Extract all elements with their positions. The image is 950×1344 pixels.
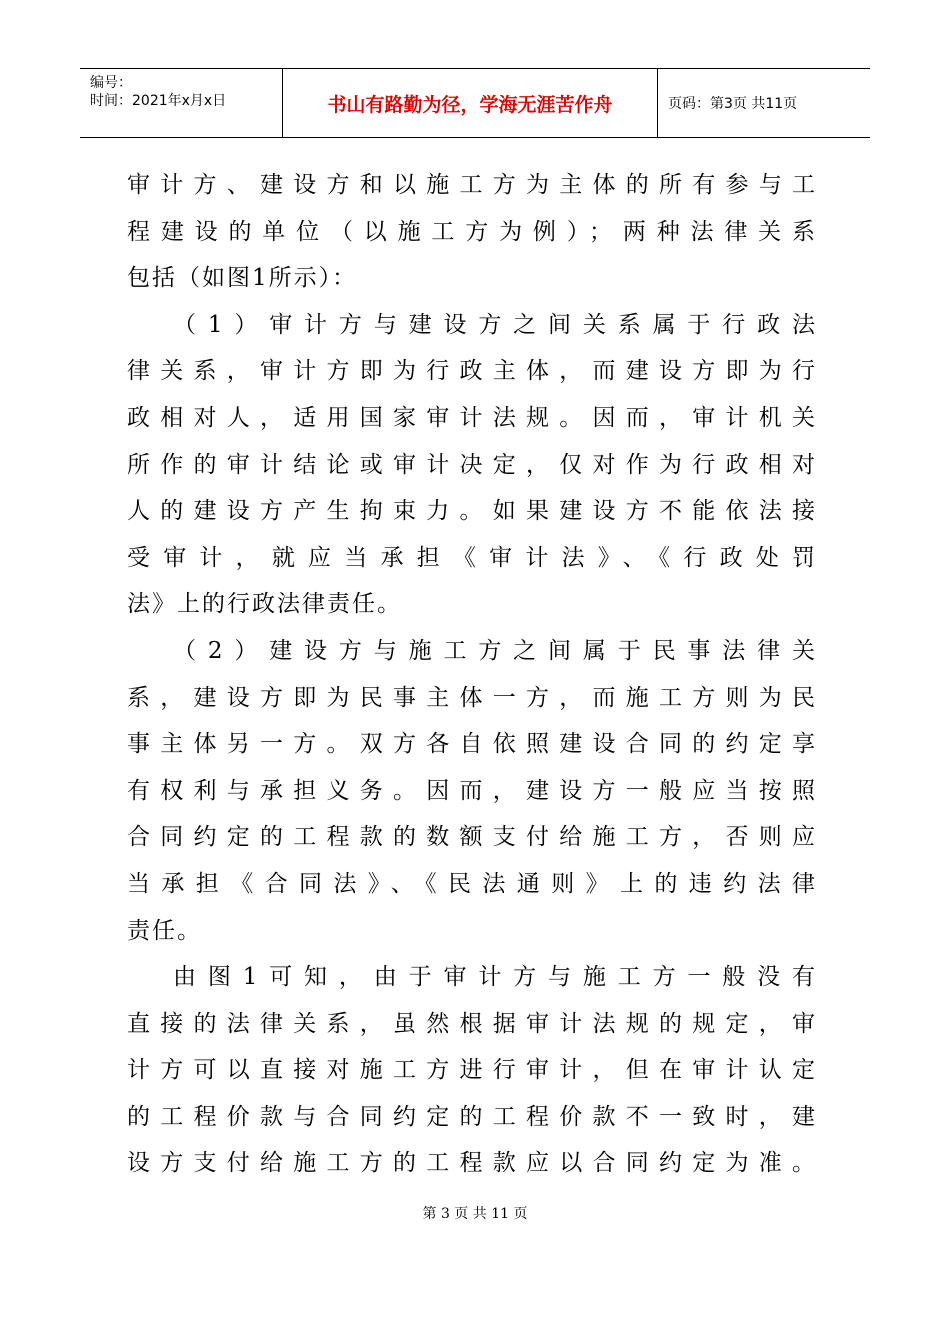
body-line: 审计方、建设方和以施工方为主体的所有参与工 [127,172,817,198]
body-line: 人的建设方产生拘束力。如果建设方不能依法接 [127,498,817,525]
body-line: 的工程价款与合同约定的工程价款不一致时，建 [127,1103,817,1130]
body-line: 政相对人，适用国家审计法规。因而，审计机关 [127,404,817,431]
body-line: 责任。 [127,917,202,944]
body-line: 程建设的单位（以施工方为例）；两种法律关系 [127,218,817,245]
body-line: 受审计，就应当承担《审计法》、《行政处罚 [127,544,817,571]
body-line: （1）审计方与建设方之间关系属于行政法 [173,311,817,338]
body-line: 所作的审计结论或审计决定，仅对作为行政相对 [127,451,817,478]
body-line: 包括（如图1所示）： [127,265,358,292]
header-motto: 书山有路勤为径，学海无涯苦作舟 [283,69,658,137]
document-number-label: 编号： [90,75,132,91]
body-line: 律关系，审计方即为行政主体，而建设方即为行 [127,358,817,385]
body-line: 事主体另一方。双方各自依照建设合同的约定享 [127,731,817,758]
header-page-info: 页码：第3页 共11页 [668,96,798,112]
body-line: 合同约定的工程款的数额支付给施工方，否则应 [127,824,817,851]
body-line: 设方支付给施工方的工程款应以合同约定为准。 [127,1150,817,1177]
body-line: 当承担《合同法》、《民法通则》上的违约法律 [127,870,817,897]
body-line: 法》上的行政法律责任。 [127,591,402,618]
body-line: 直接的法律关系，虽然根据审计法规的规定，审 [127,1010,817,1037]
body-line: 由图1可知，由于审计方与施工方一般没有 [173,964,817,991]
document-date-label: 时间：2021年x月x日 [90,93,227,109]
page-footer: 第 3 页 共 11 页 [422,1206,528,1222]
body-line: （2）建设方与施工方之间属于民事法律关 [173,637,817,664]
document-body [127,162,817,1187]
body-line: 有权利与承担义务。因而，建设方一般应当按照 [127,777,817,804]
body-line: 系，建设方即为民事主体一方，而施工方则为民 [127,684,817,711]
page-header [80,68,870,138]
body-line: 计方可以直接对施工方进行审计，但在审计认定 [127,1057,817,1084]
header-meta [80,69,283,137]
